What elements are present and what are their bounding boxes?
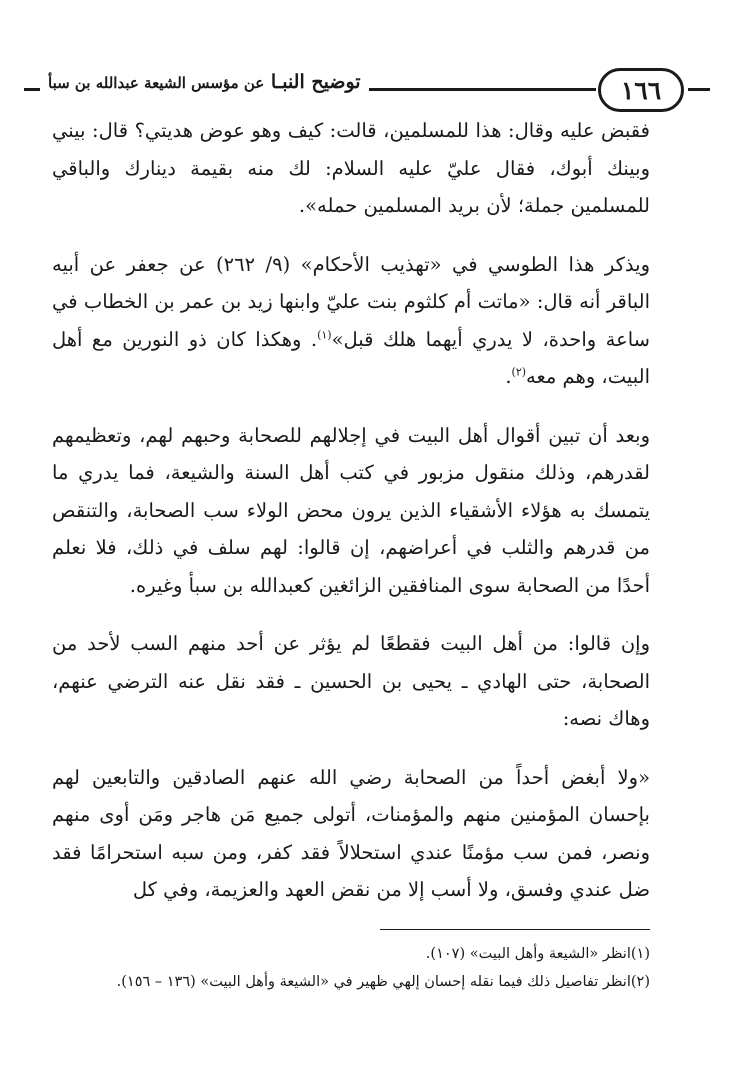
paragraph-4: وإن قالوا: من أهل البيت فقطعًا لم يؤثر عن أحد منهم السب لأحد من الصحابة، حتى الهادي ـ يحيى بن الحسين ـ فقد نقل عنه الترضي عنهم، وهاك نصه: xyxy=(52,632,650,730)
paragraph-5: «ولا أبغض أحداً من الصحابة رضي الله عنهم الصادقين والتابعين لهم بإحسان المؤمنين منهم والمؤمنات، أتولى جميع مَن هاجر ومَن أوى منهم ونصر، فمن سب مؤمنًا عندي استحلالاً فقد كفر، ومن سبه استحرامًا فقد ضل عندي وفسق، ولا أسب إلا من نقض العهد والعزيمة، وفي كل xyxy=(52,765,650,901)
main-text xyxy=(52,112,650,909)
footnotes xyxy=(60,940,650,996)
footnote-separator xyxy=(380,929,650,930)
footnote-1: (١)انظر «الشيعة وأهل البيت» (١٠٧). xyxy=(425,946,650,962)
footnote-ref-1: (١) xyxy=(317,328,332,341)
footnote-ref-2: (٢) xyxy=(511,365,527,379)
book-title-sub: عن مؤسس الشيعة عبدالله بن سبأ xyxy=(48,74,265,92)
footnote-2: (٢)انظر تفاصيل ذلك فيما نقله إحسان إلهي ظهير في «الشيعة وأهل البيت» (١٣٦ – ١٥٦). xyxy=(116,974,650,990)
page-number: ١٦٦ xyxy=(598,68,684,112)
paragraph-2: ويذكر هذا الطوسي في «تهذيب الأحكام» (٩/ ٢٦٢) عن جعفر عن أبيه الباقر أنه قال: «ماتت أم كلثوم بنت عليّ وابنها زيد بن عمر بن الخطاب في ساعة واحدة، لا يدري أيهما هلك قبل»$^{(١)}$. وهكذا كان ذو النورين مع أهل البيت، وهم معه$^{(٢)}$. xyxy=(52,252,650,388)
header-rule-end xyxy=(688,88,710,91)
running-header xyxy=(24,62,710,112)
book-title xyxy=(40,68,369,97)
paragraph-2-continuation: . وهكذا كان ذو النورين مع أهل البيت، وهم معه xyxy=(52,327,650,388)
book-title-main: توضيح النبـا xyxy=(270,71,361,93)
paragraph-3: وبعد أن تبين أقوال أهل البيت في إجلالهم للصحابة وحبهم لهم، وتعظيمهم لقدرهم، وذلك منقول مزبور في كتب أهل السنة والشيعة، فما يدري ما يتمسك به هؤلاء الأشقياء الذين يرون محض الولاء سب الصحابة، والتنقص من قدرهم والثلب في أعراضهم، إن قالوا: لهم سلف في ذلك، فلا نعلم أحدًا من الصحابة سوى المنافقين الزائغين كعبدالله بن سبأ وغيره. xyxy=(52,423,650,597)
paragraph-1: فقبض عليه وقال: هذا للمسلمين، قالت: كيف وهو عوض هديتي؟ قال: بيني وبينك أبوك، فقال عليّ عليه السلام: لك منه بقيمة دينارك والباقي للمسلمين جملة؛ لأن بريد المسلمين حمله». xyxy=(52,119,650,217)
paragraph-2-text: ويذكر هذا الطوسي في «تهذيب الأحكام» (٩/ ٢٦٢) عن جعفر عن أبيه الباقر أنه قال: «ماتت أم كلثوم بنت عليّ وابنها زيد بن عمر بن الخطاب في ساعة واحدة، لا يدري أيهما هلك قبل» xyxy=(52,252,650,351)
